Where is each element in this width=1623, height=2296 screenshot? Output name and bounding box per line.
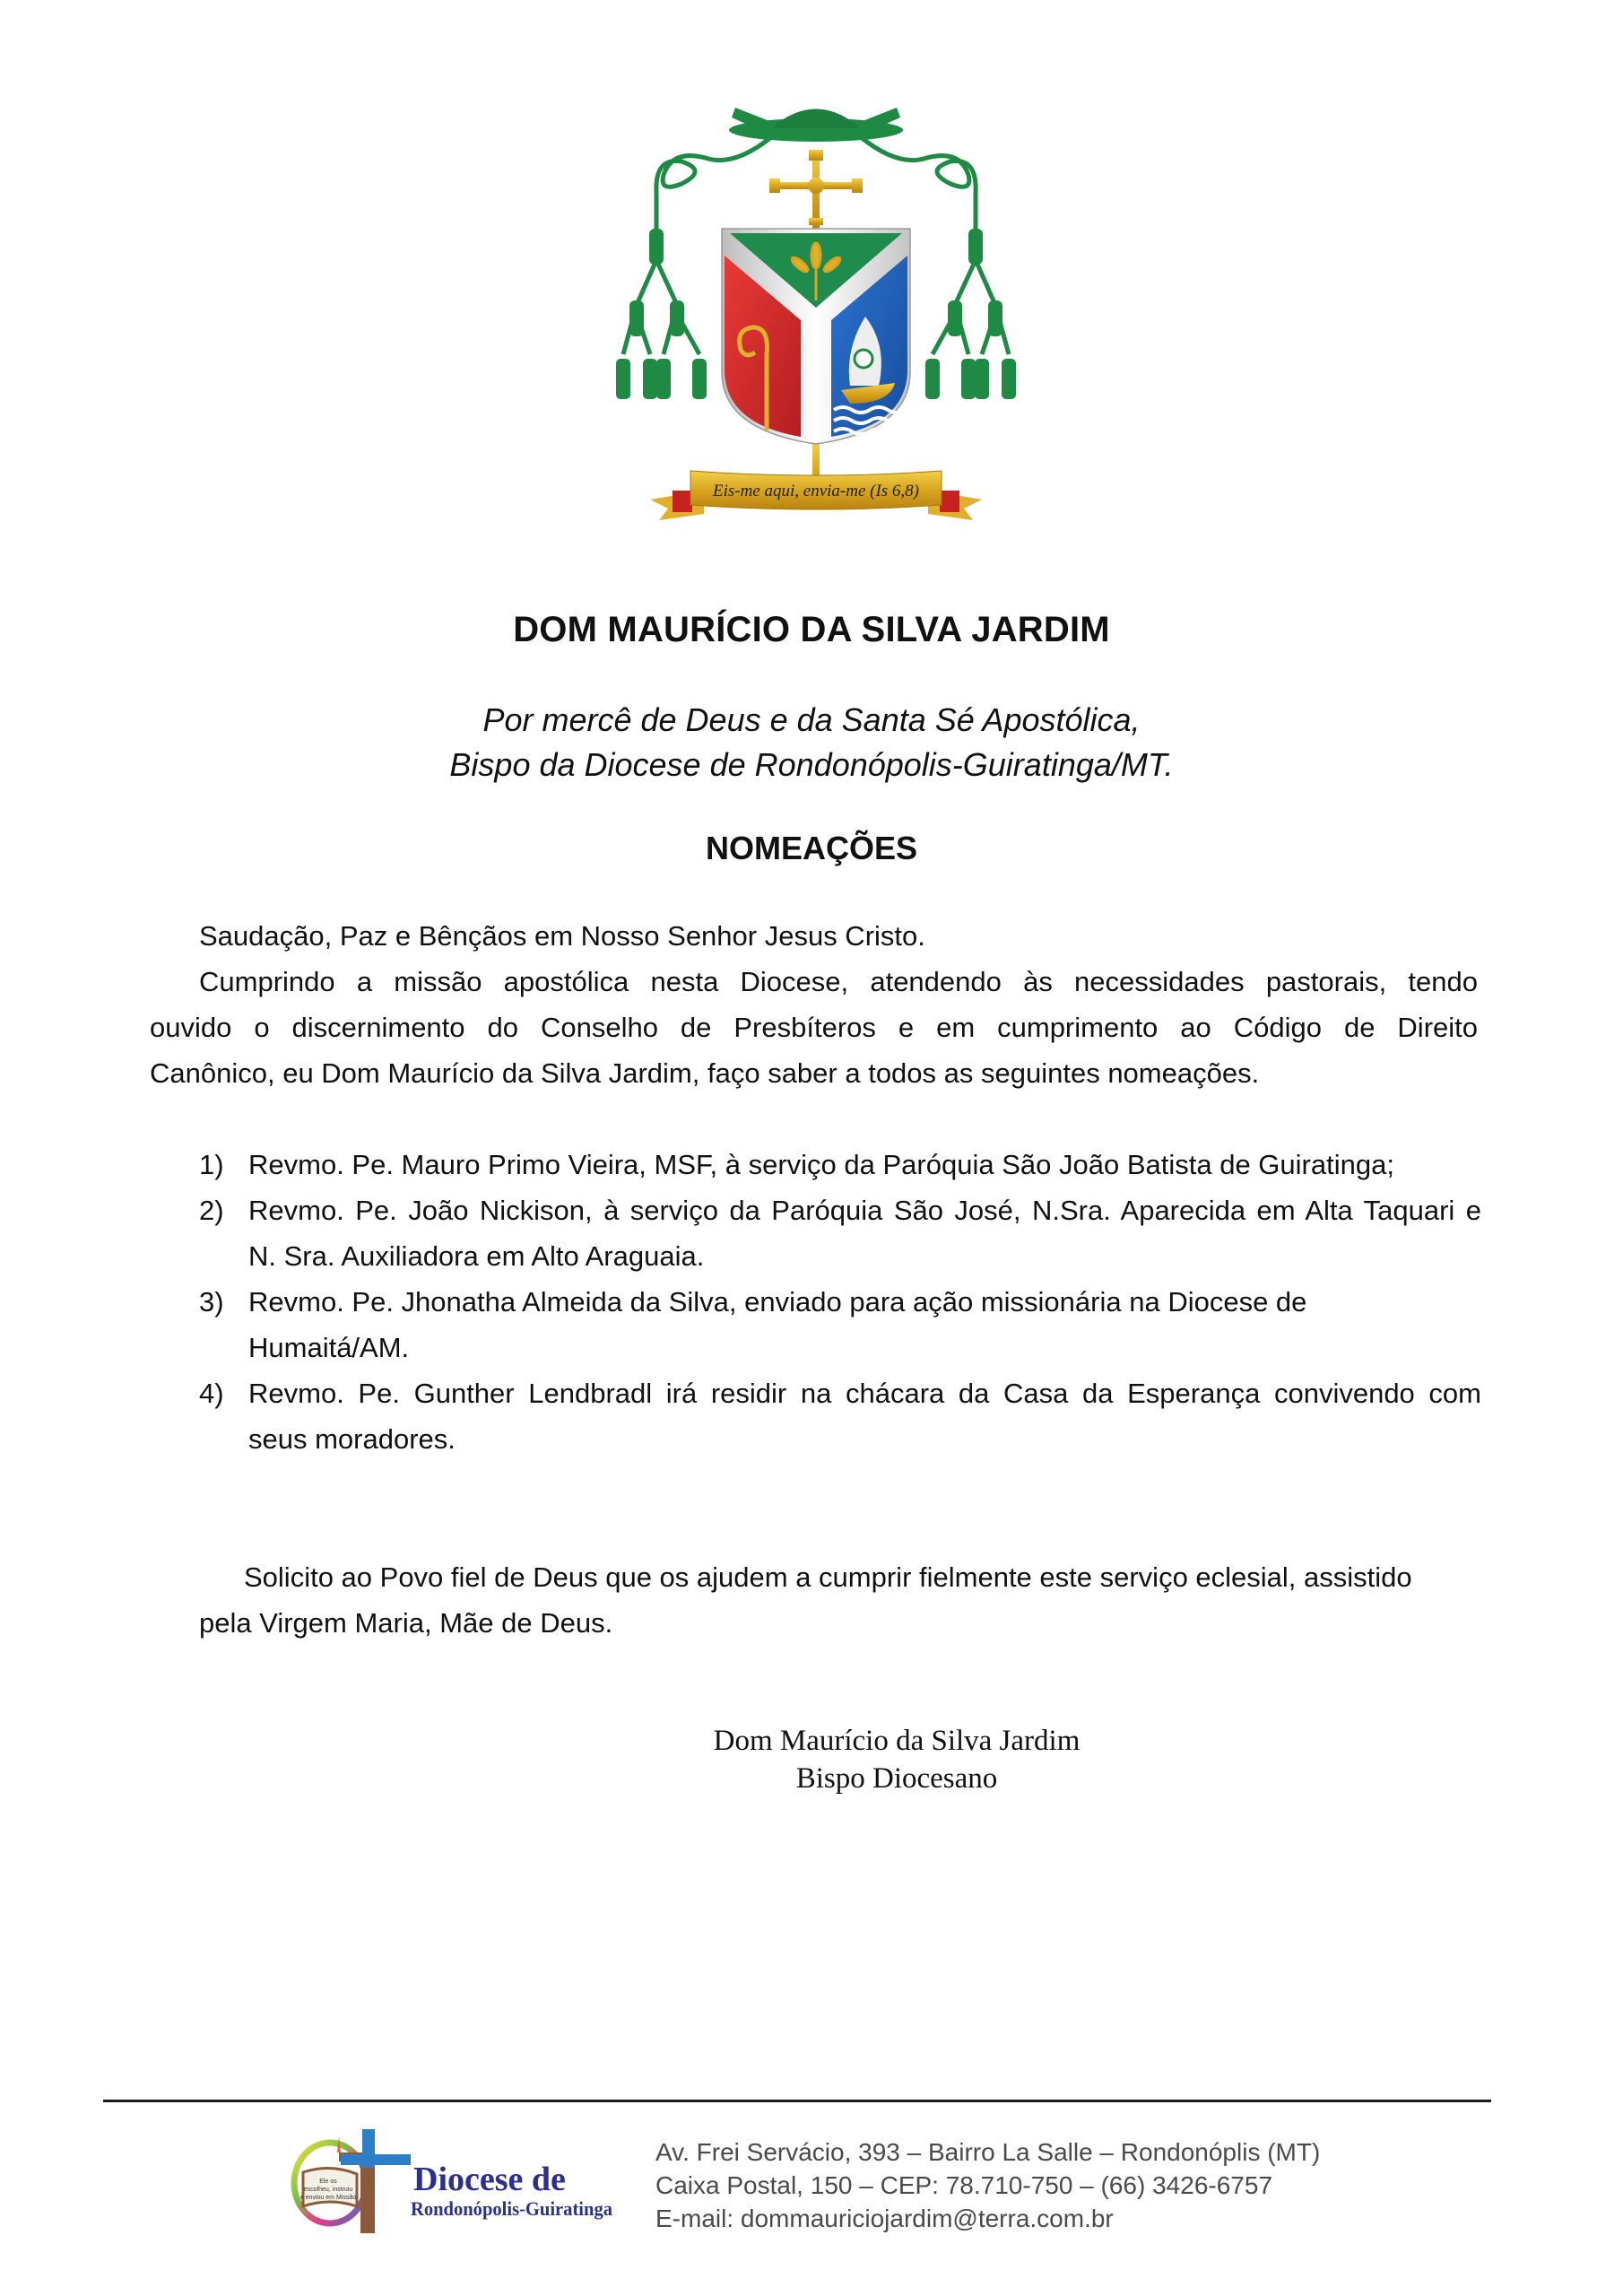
signature-block bbox=[646, 1722, 1148, 1797]
appointment-item bbox=[199, 1142, 1481, 1187]
logo-title: Diocese de bbox=[413, 2161, 566, 2198]
right-tassel-knots bbox=[925, 229, 1016, 399]
intro-line: Cumprindo a missão apostólica nesta Diocese, atendendo às necessidades pastorais, tendo bbox=[199, 966, 1478, 997]
item-number: 2) bbox=[199, 1195, 224, 1226]
diocese-logo bbox=[285, 2127, 617, 2244]
episcopal-coat-of-arms bbox=[610, 85, 1022, 534]
item-text: N. Sra. Auxiliadora em Alto Araguaia. bbox=[248, 1240, 705, 1272]
logo-subtitle: Rondonópolis-Guiratinga bbox=[411, 2197, 612, 2220]
item-text: Revmo. Pe. Mauro Primo Vieira, MSF, à serviço da Paróquia São João Batista de Guiratinga; bbox=[248, 1149, 1394, 1180]
footer-email-line: E-mail: dommauriciojardim@terra.com.br bbox=[655, 2205, 1114, 2232]
subtitle-line-1: Por mercê de Deus e da Santa Sé Apostólica, bbox=[482, 701, 1141, 738]
appointments-list bbox=[199, 1142, 1481, 1462]
greeting: Saudação, Paz e Bênçãos em Nosso Senhor Jesus Cristo. bbox=[199, 920, 925, 952]
logo-emblem-icon bbox=[294, 2129, 411, 2233]
item-text: Revmo. Pe. Jhonatha Almeida da Silva, enviado para ação missionária na Diocese de bbox=[248, 1286, 1307, 1318]
signature-name: Dom Maurício da Silva Jardim bbox=[713, 1725, 1081, 1757]
footer-postal-phone-line: Caixa Postal, 150 – CEP: 78.710-750 – (66) 3426-6757 bbox=[655, 2171, 1273, 2199]
galero-hat-icon bbox=[729, 108, 903, 142]
section-heading: NOMEAÇÕES bbox=[705, 830, 918, 866]
item-text: Humaitá/AM. bbox=[248, 1332, 410, 1363]
item-text: Revmo. Pe. Gunther Lendbradl irá residir na chácara da Casa da Esperança convivendo com bbox=[248, 1378, 1481, 1409]
intro-line: ouvido o discernimento do Conselho de Presbíteros e em cumprimento ao Código de Direito bbox=[150, 1012, 1478, 1043]
item-text: seus moradores. bbox=[248, 1423, 456, 1455]
item-number: 1) bbox=[199, 1149, 224, 1180]
logo-inner-text: Ele os bbox=[319, 2179, 337, 2185]
item-number: 3) bbox=[199, 1286, 224, 1318]
closing-paragraph bbox=[199, 1554, 1412, 1646]
intro-paragraph bbox=[150, 959, 1478, 1096]
coat-of-arms-graphic bbox=[610, 85, 1022, 534]
appointment-item bbox=[199, 1187, 1481, 1279]
logo-inner-text: e enviou em Missão bbox=[299, 2195, 357, 2201]
footer-address-line: Av. Frei Servácio, 393 – Bairro La Salle – Rondonóplis (MT) bbox=[655, 2138, 1321, 2166]
diocese-logo-graphic bbox=[285, 2127, 617, 2244]
closing-line: Solicito ao Povo fiel de Deus que os ajudem a cumprir fielmente este serviço eclesial, assistido bbox=[244, 1561, 1412, 1593]
motto-text: Eis-me aqui, envia-me (Is 6,8) bbox=[712, 482, 920, 500]
footer-divider bbox=[103, 2100, 1491, 2102]
footer-contact-info bbox=[655, 2135, 1320, 2235]
signature-role: Bispo Diocesano bbox=[795, 1762, 998, 1795]
logo-inner-text: escolheu, instruiu bbox=[303, 2187, 353, 2193]
item-text: Revmo. Pe. João Nickison, à serviço da Paróquia São José, N.Sra. Aparecida em Alta Taquari e bbox=[248, 1195, 1481, 1226]
subtitle-line-2: Bispo da Diocese de Rondonópolis-Guiratinga/MT. bbox=[449, 746, 1174, 783]
appointment-item bbox=[199, 1279, 1481, 1370]
left-tassel-knots bbox=[616, 229, 707, 399]
item-number: 4) bbox=[199, 1378, 224, 1409]
appointment-item bbox=[199, 1370, 1481, 1462]
bishop-name-title: DOM MAURÍCIO DA SILVA JARDIM bbox=[513, 610, 1110, 649]
intro-line: Canônico, eu Dom Maurício da Silva Jardim, faço saber a todos as seguintes nomeações. bbox=[150, 1057, 1260, 1089]
closing-line: pela Virgem Maria, Mãe de Deus. bbox=[199, 1607, 613, 1639]
shield-icon bbox=[722, 229, 910, 444]
